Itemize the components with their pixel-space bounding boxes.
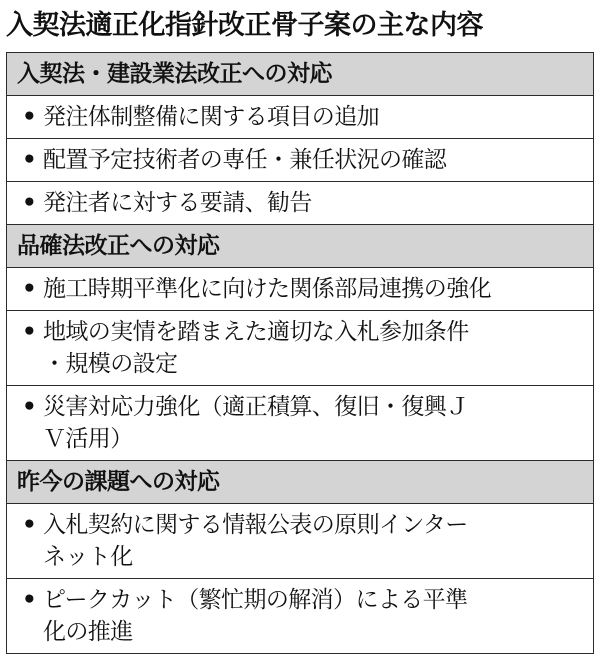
bullet-icon: • [21, 104, 37, 130]
page-title: 入契法適正化指針改正骨子案の主な内容 [6, 10, 483, 41]
list-item-text-continued: ネット化 [43, 544, 133, 570]
list-item [7, 268, 593, 311]
list-item-text: 配置予定技術者の専任・兼任状況の確認 [43, 147, 447, 173]
list-item [7, 579, 593, 653]
bullet-icon: • [21, 394, 37, 420]
bullet-icon: • [21, 319, 37, 345]
list-item [7, 96, 593, 139]
list-item-text: 入札契約に関する情報公表の原則インター [43, 512, 468, 538]
list-item [7, 504, 593, 579]
content-box [6, 52, 594, 654]
list-item [7, 139, 593, 182]
list-item-text: ピークカット（繁忙期の解消）による平準 [43, 587, 468, 613]
list-item [7, 311, 593, 386]
list-item-text-continued: 化の推進 [43, 619, 133, 645]
bullet-icon: • [21, 147, 37, 173]
bullet-icon: • [21, 512, 37, 538]
bullet-icon: • [21, 276, 37, 302]
bullet-icon: • [21, 587, 37, 613]
section-header-law-amendment: 入契法・建設業法改正への対応 [7, 53, 593, 96]
list-item [7, 182, 593, 225]
list-item [7, 386, 593, 461]
list-item-text: 発注者に対する要請、勧告 [43, 190, 312, 216]
list-item-text: 地域の実情を踏まえた適切な入札参加条件 [43, 319, 469, 345]
section-header-current-issues: 昨今の課題への対応 [7, 461, 593, 504]
list-item-text: 災害対応力強化（適正積算、復旧・復興Ｊ [43, 394, 469, 420]
list-item-text: 施工時期平準化に向けた関係部局連携の強化 [43, 276, 492, 302]
list-item-text-continued: ・規模の設定 [43, 351, 178, 377]
list-item-text-continued: Ｖ活用） [43, 426, 133, 452]
section-header-quality-law: 品確法改正への対応 [7, 225, 593, 268]
list-item-text: 発注体制整備に関する項目の追加 [43, 104, 380, 130]
bullet-icon: • [21, 190, 37, 216]
